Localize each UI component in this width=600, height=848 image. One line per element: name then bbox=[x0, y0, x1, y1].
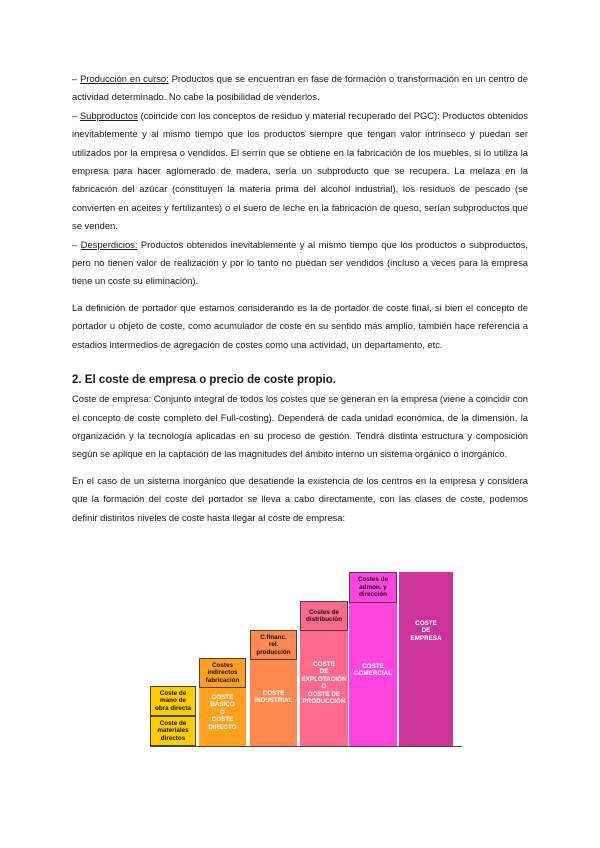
list-item-desperdicios bbox=[72, 236, 528, 291]
list-dash: – bbox=[72, 109, 80, 121]
box-coste-empresa: COSTE DE EMPRESA bbox=[399, 572, 453, 746]
box-costes-distribucion: Costes de distribución bbox=[300, 601, 348, 631]
document-page bbox=[72, 70, 528, 527]
section-heading: 2. El coste de empresa o precio de coste propio. bbox=[72, 374, 336, 387]
box-coste-basico: COSTE BÁSICO O COSTE DIRECTO bbox=[199, 688, 246, 746]
paragraph-coste-empresa: Coste de empresa: Conjunto integral de todos los costes que se generan en la empresa (viene a coincidir con el concepto de coste completo del Full-costing). Dependerá de cada unidad económica, de la dimensión, la organización y la tecnología aplicadas en su proceso de gestión. Tendrá distinta estructura y composición según se aplique en la captación de las magnitudes del ámbito interno un sistema orgánico o inorgánico. bbox=[72, 393, 528, 460]
box-mano-obra-directa: Coste de mano de obra directa bbox=[150, 686, 196, 716]
list-dash: – bbox=[72, 238, 81, 250]
term-produccion-en-curso: Producción en curso: bbox=[80, 73, 169, 84]
term-subproductos: Subproductos bbox=[79, 109, 138, 121]
box-costes-indirectos-fabricacion: Costes indirectos fabricación bbox=[199, 658, 246, 688]
paragraph-sistema-inorganico: En el caso de un sistema inorgánico que desatiende la existencia de los centros en la empresa y considera que la formación del coste del portador se lleva a cabo directamente, con las clases de coste, podemos definir distintos niveles de coste hasta llegar al coste de empresa: bbox=[72, 474, 528, 523]
list-item-subproductos bbox=[72, 107, 528, 236]
list-item-produccion bbox=[72, 70, 528, 107]
box-costes-admon-direccion: Costes de admon. y dirección bbox=[349, 572, 397, 603]
definition-desperdicios: Productos obtenidos inevitablemente y al mismo tiempo que los productos o subproductos, pero no tienen valor de realización y por lo tanto no puedan ser vendidos (incluso a veces para la empresa tiene un coste su eliminación). bbox=[72, 238, 528, 287]
paragraph-portador: La definición de portador que estamos considerando es la de portador de coste final, si bien el concepto de portador u objeto de coste, como acumulador de coste en su sentido más amplio, también hace referencia a estadios intermedios de agregación de costes como una actividad, un departamento, etc. bbox=[72, 301, 528, 350]
box-materiales-directos: Coste de materiales directos bbox=[150, 716, 196, 746]
definition-subproductos: (coincide con los conceptos de residuo y material recuperado del PGC): Productos obtenidos inevitablemente y al mismo tiempo que los productos siempre que tengan valor intrínseco y puedan ser utilizados por la empresa o vendidos. El serrín que se obtiene en la fabricación de los muebles, si lo utiliza la empresa para hacer aglomerado de madera, sería un subproducto que se recupera. La melaza en la fabricación del azúcar (constituyen la materia prima del alcohol industrial), los residuos de pescado (se convierten en aceites y fertilizantes) o el suero de leche en la fabricación de queso, serían subproductos que se venden. bbox=[72, 109, 528, 232]
box-coste-explotacion: COSTE DE EXPLOTACIÓN O COSTE DE PRODUCCIÓN bbox=[300, 631, 348, 746]
box-coste-comercial: COSTE COMERCIAL bbox=[349, 603, 397, 746]
diagram-baseline bbox=[150, 746, 462, 747]
box-coste-industrial: COSTE INDUSTRIAL bbox=[250, 660, 297, 746]
list-dash: – bbox=[72, 73, 81, 84]
term-desperdicios: Desperdicios: bbox=[80, 238, 138, 250]
definition-produccion-en-curso: Productos que se encuentran en fase de formación o transformación en un centro de actividad determinado. No cabe la posibilidad de venderlos. bbox=[72, 73, 528, 103]
cost-levels-diagram bbox=[150, 572, 462, 747]
box-c-financ-produccion: C.financ. rel. producción bbox=[250, 630, 297, 660]
